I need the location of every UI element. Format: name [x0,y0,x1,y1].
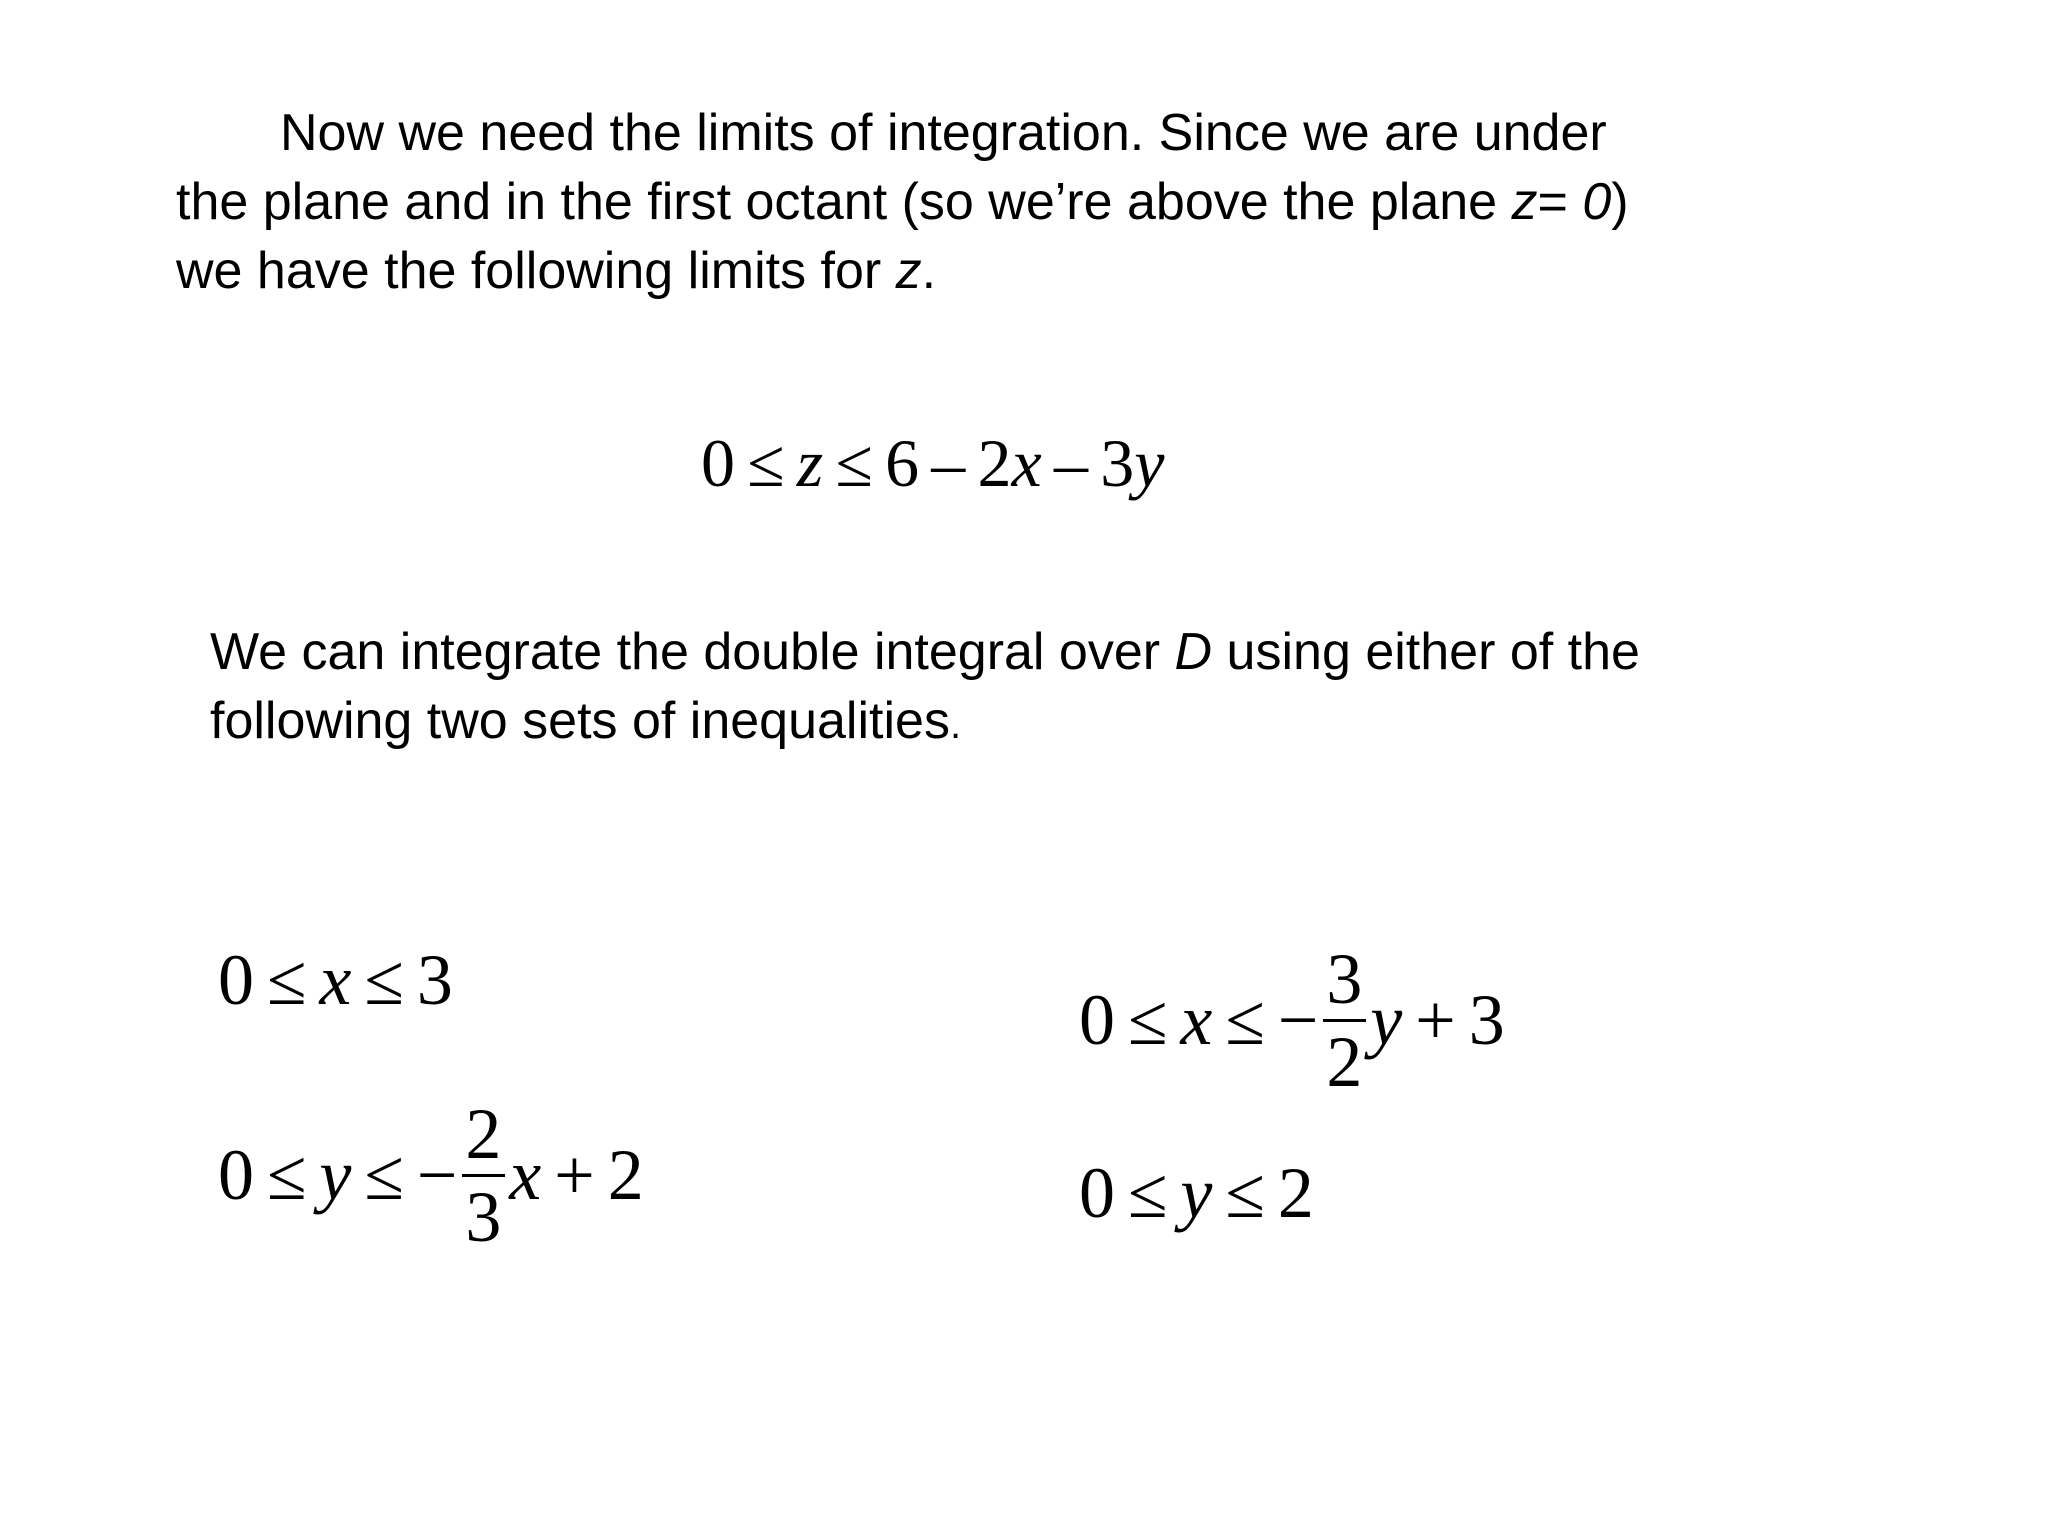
coefficient-y: 3 [1100,424,1135,501]
double-integral-line-2 [210,687,1640,760]
variable-z: z [1511,173,1538,231]
le-symbol: ≤ [364,939,404,1020]
variable-y: y [1180,1152,1213,1233]
intro-line-3-text-b: . [921,242,937,300]
lower-bound: 0 [218,1134,254,1215]
lower-bound: 0 [218,939,254,1020]
constant-six: 6 [885,424,920,501]
coefficient-x: 2 [977,424,1012,501]
le-symbol: ≤ [1225,979,1265,1060]
intro-line-2-text-b: = [1537,173,1583,231]
le-symbol: ≤ [835,424,873,501]
intro-line-1-text: Now we need the limits of integration. Since we are under [280,104,1607,162]
fraction-numerator: 2 [465,1093,502,1174]
right-y-inequality [1079,1148,1314,1238]
double-integral-line-1-text-a: We can integrate the double integral over [210,623,1175,681]
variable-y: y [1370,979,1403,1060]
constant: 2 [607,1134,644,1215]
minus-symbol: – [1053,424,1088,501]
minus-symbol: − [416,1134,458,1215]
le-symbol: ≤ [1127,979,1168,1060]
minus-symbol: − [1277,979,1319,1060]
intro-line-1 [176,99,1629,168]
fraction [462,1093,505,1257]
variable-z: z [895,242,922,300]
lower-bound: 0 [1079,1152,1115,1233]
variable-x: x [1180,979,1213,1060]
region-d: D [1174,623,1213,681]
z-limits-equation [701,418,1164,508]
value-zero: 0 [1582,173,1612,231]
le-symbol: ≤ [1225,1152,1265,1233]
fraction-denominator: 3 [465,1176,502,1257]
plus-symbol: + [1415,979,1456,1060]
fraction [1323,938,1366,1102]
variable-x: x [319,939,352,1020]
le-symbol: ≤ [266,1134,307,1215]
double-integral-line-1-text-b: using either of the [1212,623,1640,681]
variable-z: z [796,424,824,501]
z-lower-bound: 0 [701,424,735,501]
left-x-inequality [218,935,453,1025]
double-integral-line-1 [210,618,1640,687]
fraction-denominator: 2 [1326,1021,1363,1102]
variable-x: x [1011,424,1042,501]
plus-symbol: + [554,1134,595,1215]
upper-bound: 3 [416,939,453,1020]
intro-line-3-text-a: we have the following limits for [176,242,896,300]
variable-y: y [1134,424,1165,501]
constant: 3 [1468,979,1505,1060]
intro-line-2 [176,168,1629,237]
period: . [949,703,962,747]
intro-line-2-text-a: the plane and in the first octant (so we’re above the plane [176,173,1512,231]
intro-paragraph [176,99,1629,306]
intro-line-3 [176,237,1629,306]
le-symbol: ≤ [266,939,307,1020]
right-x-inequality [1079,925,1505,1115]
intro-line-2-text-c: ) [1611,173,1629,231]
le-symbol: ≤ [1127,1152,1168,1233]
double-integral-line-2-text: following two sets of inequalities [210,692,950,750]
double-integral-paragraph [210,618,1640,760]
upper-bound: 2 [1277,1152,1314,1233]
left-y-inequality [218,1080,644,1270]
le-symbol: ≤ [364,1134,404,1215]
lower-bound: 0 [1079,979,1115,1060]
minus-symbol: – [931,424,966,501]
variable-y: y [319,1134,352,1215]
variable-x: x [509,1134,542,1215]
le-symbol: ≤ [747,424,785,501]
fraction-numerator: 3 [1326,938,1363,1019]
